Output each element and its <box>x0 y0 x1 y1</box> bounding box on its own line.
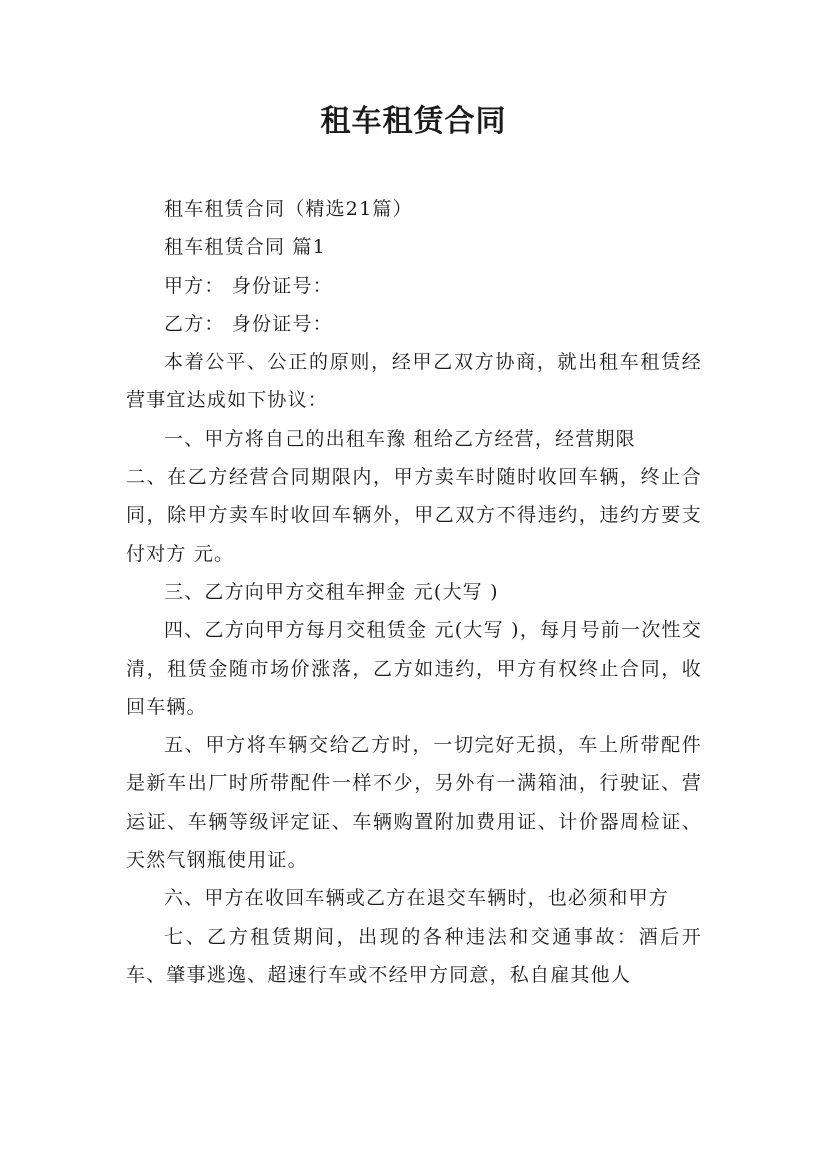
paragraph-clause-2: 二、在乙方经营合同期限内，甲方卖车时随时收回车辆，终止合同，除甲方卖车时收回车辆外，甲乙双方不得违约，违约方要支付对方 元。 <box>126 466 702 565</box>
paragraph-clause-1: 一、甲方将自己的出租车豫 租给乙方经营，经营期限 <box>164 427 636 450</box>
paragraph-section-heading: 租车租赁合同 篇1 <box>164 236 326 259</box>
paragraph-clause-3: 三、乙方向甲方交租车押金 元(大写 ) <box>164 580 499 603</box>
paragraph-clause-5: 五、甲方将车辆交给乙方时，一切完好无损，车上所带配件是新车出厂时所带配件一样不少，另外有一满箱油，行驶证、营运证、车辆等级评定证、车辆购置附加费用证、计价器周检证、天然气钢瓶使用证。 <box>126 734 702 872</box>
document-title: 租车租赁合同 <box>320 104 507 139</box>
paragraph-party-a: 甲方： 身份证号： <box>164 274 333 297</box>
document-body <box>126 190 702 994</box>
paragraph-clause-7: 七、乙方租赁期间，出现的各种违法和交通事故：酒后开车、肇事逃逸、超速行车或不经甲方同意，私自雇其他人 <box>126 925 702 986</box>
paragraph-party-b: 乙方： 身份证号： <box>164 312 333 335</box>
paragraph-preamble: 本着公平、公正的原则，经甲乙双方协商，就出租车租赁经营事宜达成如下协议： <box>126 351 702 412</box>
paragraph-subtitle: 租车租赁合同（精选21篇） <box>164 198 413 220</box>
paragraph-clause-6: 六、甲方在收回车辆或乙方在退交车辆时，也必须和甲方 <box>164 887 670 910</box>
paragraph-clause-4: 四、乙方向甲方每月交租赁金 元(大写 )，每月号前一次性交清，租赁金随市场价涨落，乙方如违约，甲方有权终止合同，收回车辆。 <box>126 619 702 718</box>
